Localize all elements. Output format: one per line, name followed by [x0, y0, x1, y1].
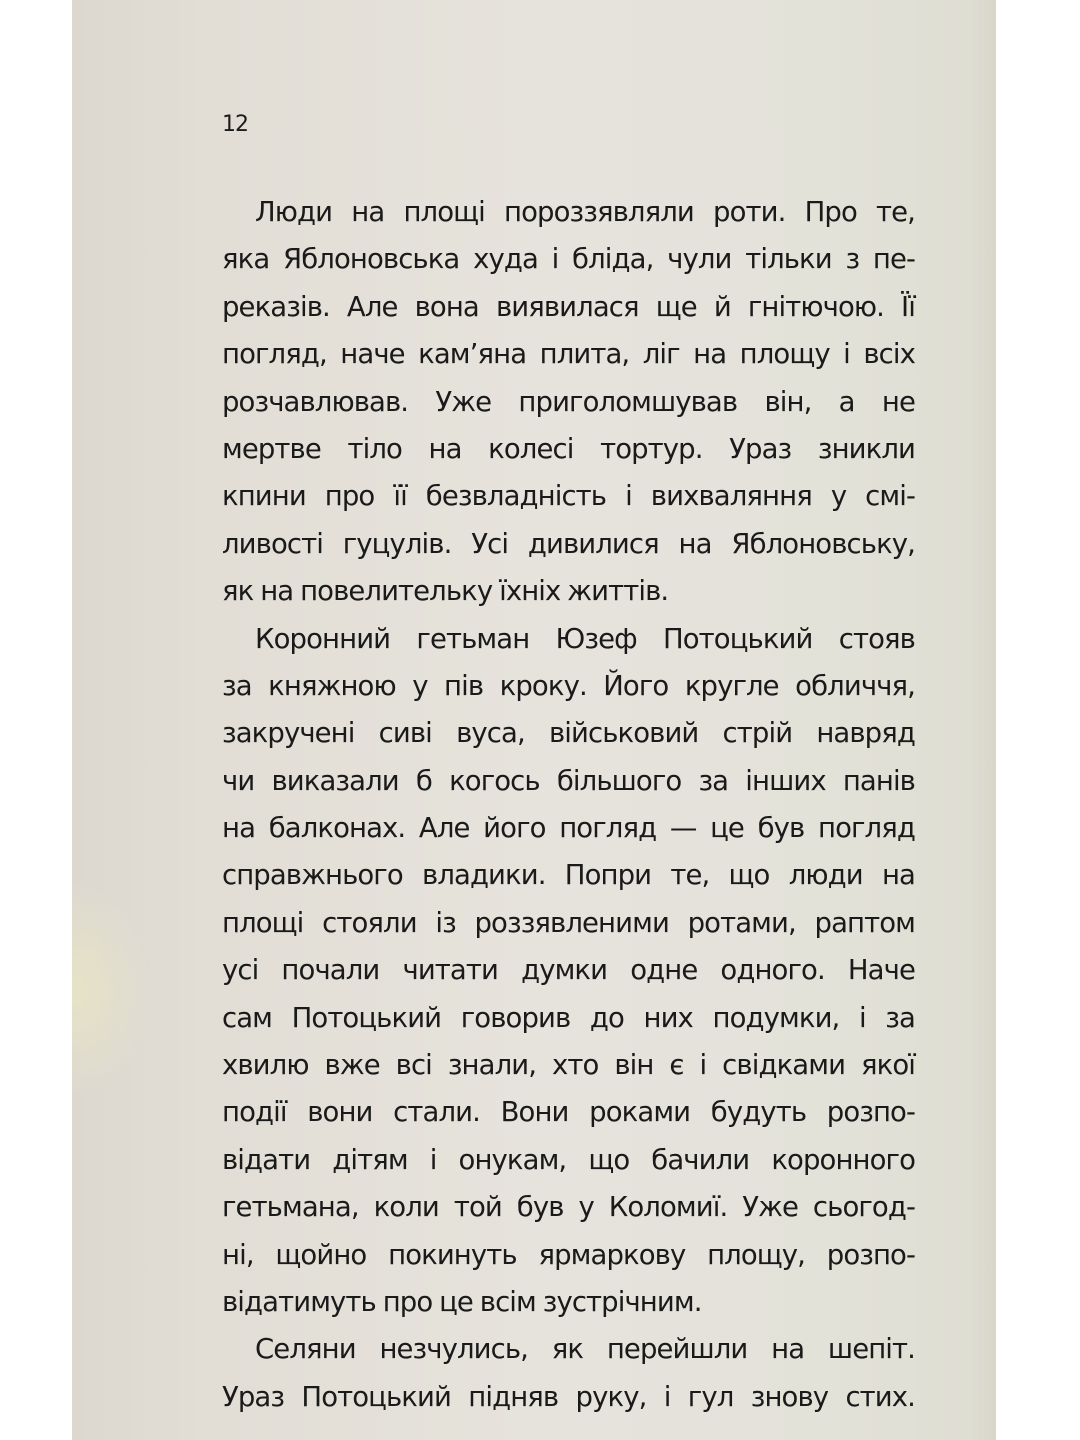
text-line: події вони стали. Вони роками будуть розпо-: [222, 1096, 915, 1129]
text-line: чи виказали б когось більшого за інших панів: [222, 764, 915, 797]
text-line: справжнього владики. Попри те, що люди на: [222, 859, 915, 892]
text-line: Ураз Потоцький підняв руку, і гул знову стих.: [222, 1380, 915, 1413]
text-line: Коронний гетьман Юзеф Потоцький стояв: [255, 622, 915, 655]
text-line: реказів. Але вона виявилася ще й гнітючою. Її: [222, 290, 915, 323]
text-line: сам Потоцький говорив до них подумки, і за: [222, 1001, 915, 1034]
text-line: ливості гуцулів. Усі дивилися на Яблоновську,: [222, 527, 915, 560]
text-line: відатимуть про це всім зустрічним.: [222, 1285, 702, 1318]
body-text: [222, 189, 915, 1421]
text-line: погляд, наче кам’яна плита, ліг на площу і всіх: [222, 338, 915, 371]
text-line: відати дітям і онукам, що бачили коронного: [222, 1143, 915, 1176]
text-line: мертве тіло на колесі тортур. Ураз зникли: [222, 432, 915, 465]
text-line: усі почали читати думки одне одного. Наче: [222, 954, 915, 987]
text-line: гетьмана, коли той був у Коломиї. Уже сьогод-: [222, 1191, 915, 1224]
paragraph-1: [222, 189, 915, 616]
text-line: кпини про її безвладність і вихваляння у смі-: [222, 480, 915, 513]
text-line: як на повелительку їхніх життів.: [222, 575, 669, 608]
book-page: [72, 0, 996, 1440]
paragraph-3: [222, 1326, 915, 1421]
text-line: розчавлював. Уже приголомшував він, а не: [222, 385, 915, 418]
page-number: 12: [222, 112, 248, 137]
text-line: хвилю вже всі знали, хто він є і свідками якої: [222, 1049, 915, 1082]
paragraph-2: [222, 616, 915, 1327]
text-line: на балконах. Але його погляд — це був погляд: [222, 812, 915, 845]
text-line: за княжною у пів кроку. Його кругле обличчя,: [222, 669, 915, 702]
text-line: закручені сиві вуса, військовий стрій навряд: [222, 717, 915, 750]
text-line: ні, щойно покинуть ярмаркову площу, розпо-: [222, 1238, 915, 1271]
text-line: Люди на площі пороззявляли роти. Про те,: [255, 196, 915, 228]
text-line: площі стояли із роззявленими ротами, раптом: [222, 906, 915, 939]
text-line: яка Яблоновська худа і бліда, чули тільки з пе-: [222, 243, 915, 276]
text-line: Селяни незчулись, як перейшли на шепіт.: [255, 1333, 915, 1366]
